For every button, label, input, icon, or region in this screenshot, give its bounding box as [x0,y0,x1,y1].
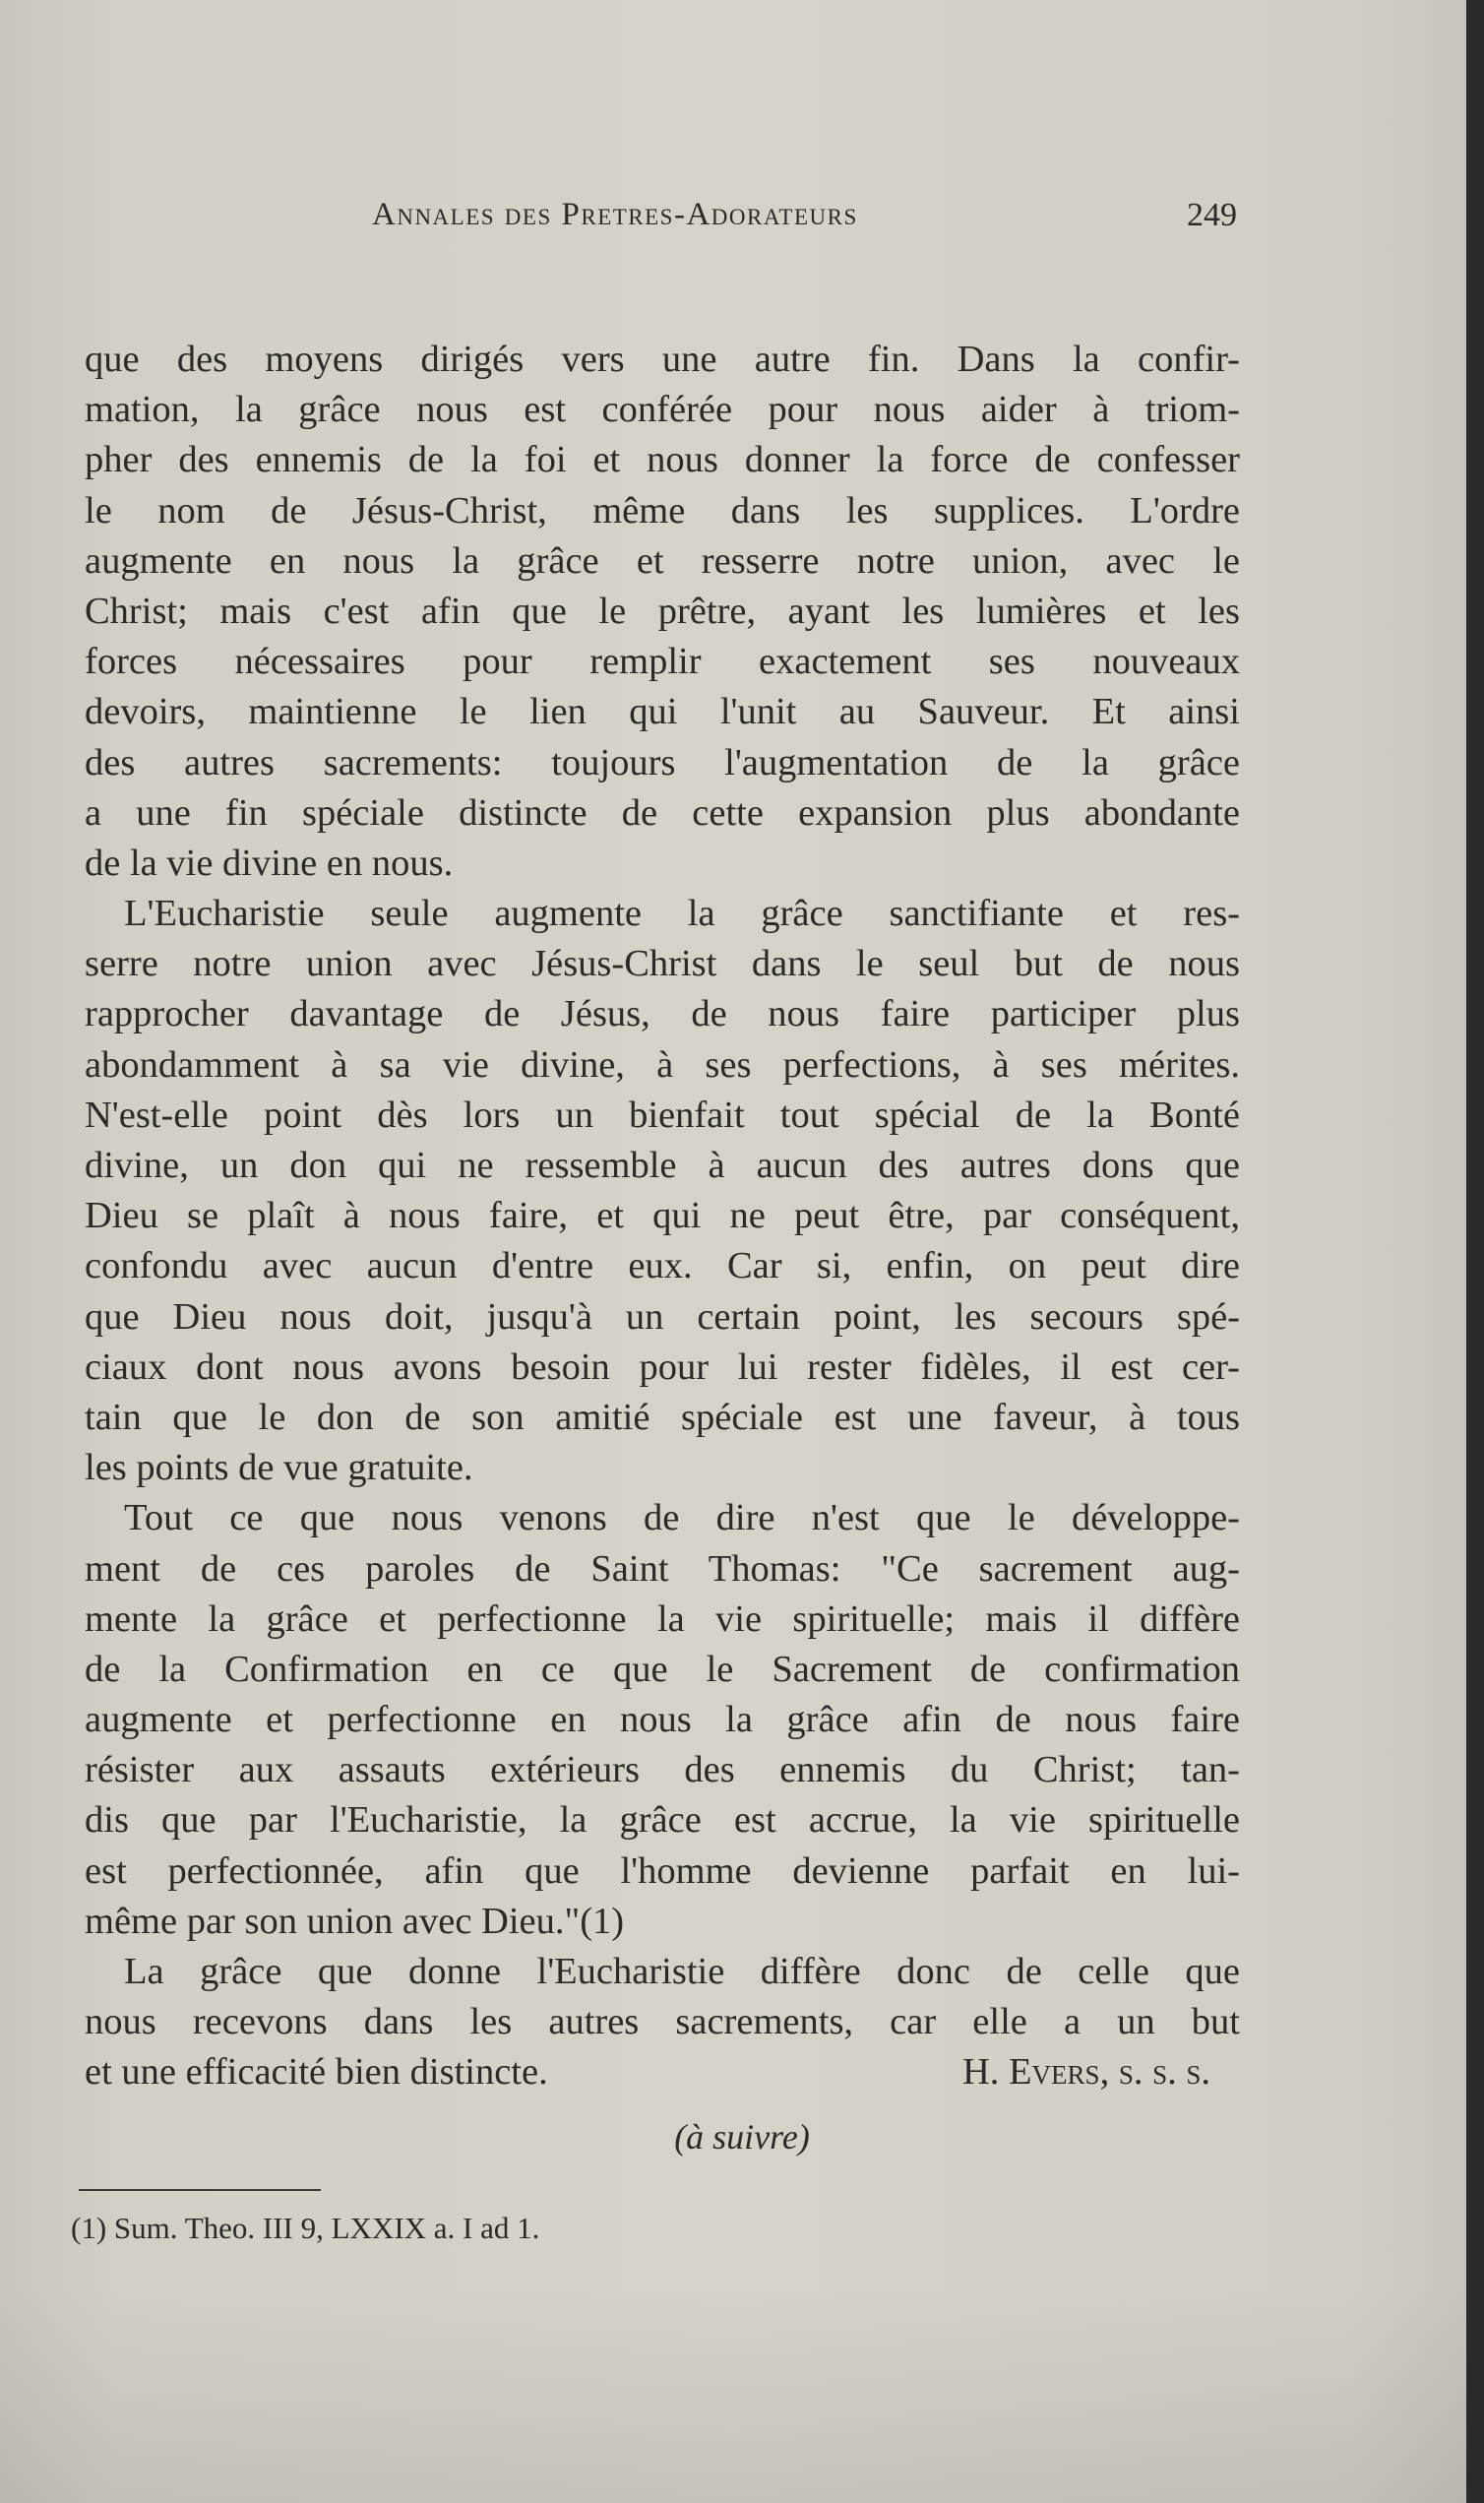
text-line: nous recevons dans les autres sacrements, car elle a un but [85,2001,1240,2043]
text-line: résister aux assauts extérieurs des ennemis du Christ; tan- [85,1749,1240,1791]
text-line: même par son union avec Dieu."(1) [85,1900,625,1942]
page-shadow [0,2286,1466,2503]
text-line: abondamment à sa vie divine, à ses perfections, à ses mérites. [85,1043,1240,1086]
text-line: N'est-elle point dès lors un bienfait tout spécial de la Bonté [85,1094,1240,1136]
text-line: dis que par l'Eucharistie, la grâce est accrue, la vie spirituelle [85,1799,1240,1842]
text-line: des autres sacrements: toujours l'augmentation de la grâce [85,741,1240,783]
text-line: confondu avec aucun d'entre eux. Car si, enfin, on peut dire [85,1245,1240,1287]
text-line: Christ; mais c'est afin que le prêtre, ayant les lumières et les [85,590,1240,632]
text-line: devoirs, maintienne le lien qui l'unit au Sauveur. Et ainsi [85,691,1240,733]
text-line: rapprocher davantage de Jésus, de nous faire participer plus [85,993,1240,1035]
text-line: Tout ce que nous venons de dire n'est que le développe- [124,1497,1240,1539]
text-line: que des moyens dirigés vers une autre fin. Dans la confir- [85,339,1240,380]
text-line: de la Confirmation en ce que le Sacrement de confirmation [85,1648,1240,1690]
text-line: a une fin spéciale distincte de cette expansion plus abondante [85,791,1240,834]
text-line: L'Eucharistie seule augmente la grâce sanctifiante et res- [124,893,1240,935]
running-head: Annales des Pretres-Adorateurs [372,197,858,232]
text-line: ment de ces paroles de Saint Thomas: "Ce sacrement aug- [85,1547,1240,1590]
text-line: les points de vue gratuite. [85,1447,473,1489]
footnote-rule [79,2189,321,2191]
text-line: forces nécessaires pour remplir exactement ses nouveaux [85,641,1240,683]
text-line: divine, un don qui ne ressemble à aucun des autres dons que [85,1145,1240,1186]
page-header [0,197,1466,256]
to-be-continued: (à suivre) [674,2117,810,2157]
footnote: (1) Sum. Theo. III 9, LXXIX a. I ad 1. [71,2211,540,2245]
text-line: serre notre union avec Jésus-Christ dans le seul but de nous [85,943,1240,985]
text-line: tain que le don de son amitié spéciale est une faveur, à tous [85,1396,1240,1438]
text-line: augmente et perfectionne en nous la grâce afin de nous faire [85,1699,1240,1741]
body-text [85,335,1240,2098]
text-line: mation, la grâce nous est conférée pour nous aider à triom- [85,389,1240,431]
author-signature: H. Evers, s. s. s. [961,2051,1210,2094]
text-line: que Dieu nous doit, jusqu'à un certain point, les secours spé- [85,1295,1240,1338]
text-line: ciaux dont nous avons besoin pour lui rester fidèles, il est cer- [85,1345,1240,1388]
text-line: le nom de Jésus-Christ, même dans les supplices. L'ordre [85,489,1240,532]
text-line: La grâce que donne l'Eucharistie diffère donc de celle que [124,1951,1240,1992]
text-line: pher des ennemis de la foi et nous donner la force de confesser [85,439,1240,481]
page-number: 249 [1187,197,1237,233]
text-line: de la vie divine en nous. [85,842,454,884]
closing-line [85,2047,1240,2097]
text-line: augmente en nous la grâce et resserre notre union, avec le [85,539,1240,582]
closing-text: et une efficacité bien distincte. [85,2051,548,2094]
text-line: mente la grâce et perfectionne la vie spirituelle; mais il diffère [85,1597,1240,1640]
text-line: est perfectionnée, afin que l'homme devienne parfait en lui- [85,1849,1240,1892]
text-line: Dieu se plaît à nous faire, et qui ne peut être, par conséquent, [85,1195,1240,1237]
